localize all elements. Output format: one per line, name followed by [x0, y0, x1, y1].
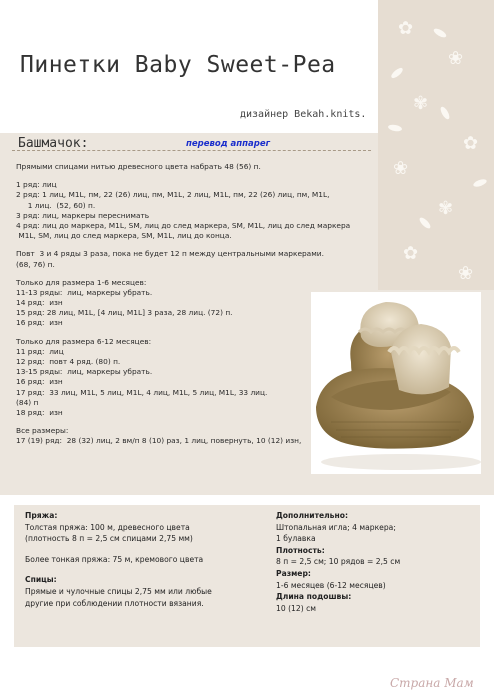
instruction-line: 17 (19) ряд: 28 (32) лиц, 2 вм/п 8 (10) раз, 1 лиц, повернуть, 10 (12) изн, [16, 436, 302, 446]
instruction-line: 14 ряд: изн [16, 298, 63, 308]
bootie-photo [311, 292, 481, 474]
leaf-ornament [432, 27, 447, 39]
materials-line: 1-6 месяцев (6-12 месяцев) [276, 580, 386, 590]
leaf-ornament [388, 124, 403, 132]
instruction-line: Только для размера 6-12 месяцев: [16, 336, 152, 346]
materials-column-left [25, 510, 265, 609]
materials-heading: Плотность: [276, 545, 325, 555]
materials-line: (плотность 8 п = 2,5 см спицами 2,75 мм) [25, 534, 193, 544]
instruction-line: 18 ряд: изн [16, 407, 63, 417]
instruction-line: 15 ряд: 28 лиц, M1L, [4 лиц, M1L] 3 раза, 28 лиц. (72) п. [16, 308, 233, 318]
instruction-line: 4 ряд: лиц до маркера, M1L, SM, лиц до след маркера, SM, M1L, лиц до след маркера [16, 220, 351, 230]
instruction-line: M1L, SM, лиц до след маркера, SM, M1L, лиц до конца. [16, 231, 232, 241]
instruction-line: Прямыми спицами нитью древесного цвета набрать 48 (56) п. [16, 162, 261, 171]
leaf-ornament [439, 105, 451, 120]
materials-line: Прямые и чулочные спицы 2,75 мм или любые [25, 586, 212, 596]
materials-heading: Размер: [276, 568, 311, 578]
instruction-line: Все размеры: [16, 426, 69, 436]
flower-ornament: ✾ [438, 198, 454, 219]
instruction-line: 16 ряд: изн [16, 318, 63, 328]
leaf-ornament [418, 216, 432, 230]
flower-ornament: ❀ [458, 263, 474, 284]
line-gap [16, 241, 366, 249]
spacer [25, 545, 265, 554]
instruction-line: 16 ряд: изн [16, 377, 63, 387]
spacer [25, 565, 265, 574]
instruction-line: 11 ряд: лиц [16, 346, 64, 356]
instruction-line: 12 ряд: повт 4 ряд. (80) п. [16, 357, 121, 366]
instruction-line: 2 ряд: 1 лиц, M1L, пм, 22 (26) лиц, пм, M1L, 2 лиц, M1L, пм, 22 (26) лиц, пм, M1L, [16, 190, 330, 200]
leaf-ornament [390, 66, 405, 80]
flower-ornament: ❀ [393, 158, 409, 179]
materials-line: 1 булавка [276, 534, 316, 544]
materials-heading: Пряжа: [25, 511, 58, 520]
materials-line: Толстая пряжа: 100 м, древесного цвета [25, 522, 190, 532]
instruction-line: Только для размера 1-6 месяцев: [16, 277, 147, 287]
section-title: Башмачок: [18, 136, 89, 151]
flower-ornament: ✾ [413, 93, 429, 114]
translator-credit: перевод аппарег [186, 139, 271, 149]
materials-heading: Спицы: [25, 575, 57, 585]
materials-line: другие при соблюдении плотности вязания. [25, 598, 204, 608]
materials-heading: Длина подошвы: [276, 592, 352, 602]
instruction-line: 17 ряд: 33 лиц, M1L, 5 лиц, M1L, 4 лиц, M1L, 5 лиц, M1L, 33 лиц. [16, 387, 268, 397]
materials-column-right [276, 510, 476, 614]
instruction-line: 3 ряд: лиц, маркеры переснимать [16, 210, 150, 220]
instruction-line: Повт 3 и 4 ряды 3 раза, пока не будет 12 п между центральными маркерами. [16, 249, 324, 259]
materials-line: 10 (12) см [276, 603, 316, 613]
materials-line: Более тонкая пряжа: 75 м, кремового цвета [25, 554, 204, 564]
materials-line: 8 п = 2,5 см; 10 рядов = 2,5 см [276, 557, 401, 567]
section-divider [12, 150, 371, 151]
flower-ornament: ✿ [463, 133, 479, 154]
flower-ornament: ✿ [398, 18, 414, 39]
instruction-line: 1 лиц. (52, 60) п. [16, 200, 96, 210]
instruction-line: (68, 76) п. [16, 259, 55, 269]
instruction-line: 11-13 ряды: лиц, маркеры убрать. [16, 287, 153, 297]
line-gap [16, 270, 366, 278]
materials-line: Штопальная игла; 4 маркера; [276, 522, 396, 532]
leaf-ornament [472, 178, 487, 188]
bootie-illustration [311, 292, 481, 474]
instruction-line: 1 ряд: лиц [16, 180, 57, 190]
instruction-line: (84) п [16, 397, 39, 407]
page-title: Пинетки Baby Sweet-Pea [20, 52, 336, 78]
flower-ornament: ❀ [448, 48, 464, 69]
line-gap [16, 172, 366, 180]
watermark: Страна Мам [390, 676, 474, 690]
materials-heading: Дополнительно: [276, 511, 348, 520]
flower-ornament: ✿ [403, 243, 419, 264]
designer-credit: дизайнер Bekah.knits. [240, 109, 367, 120]
instruction-line: 13-15 ряды: лиц, маркеры убрать. [16, 367, 153, 377]
